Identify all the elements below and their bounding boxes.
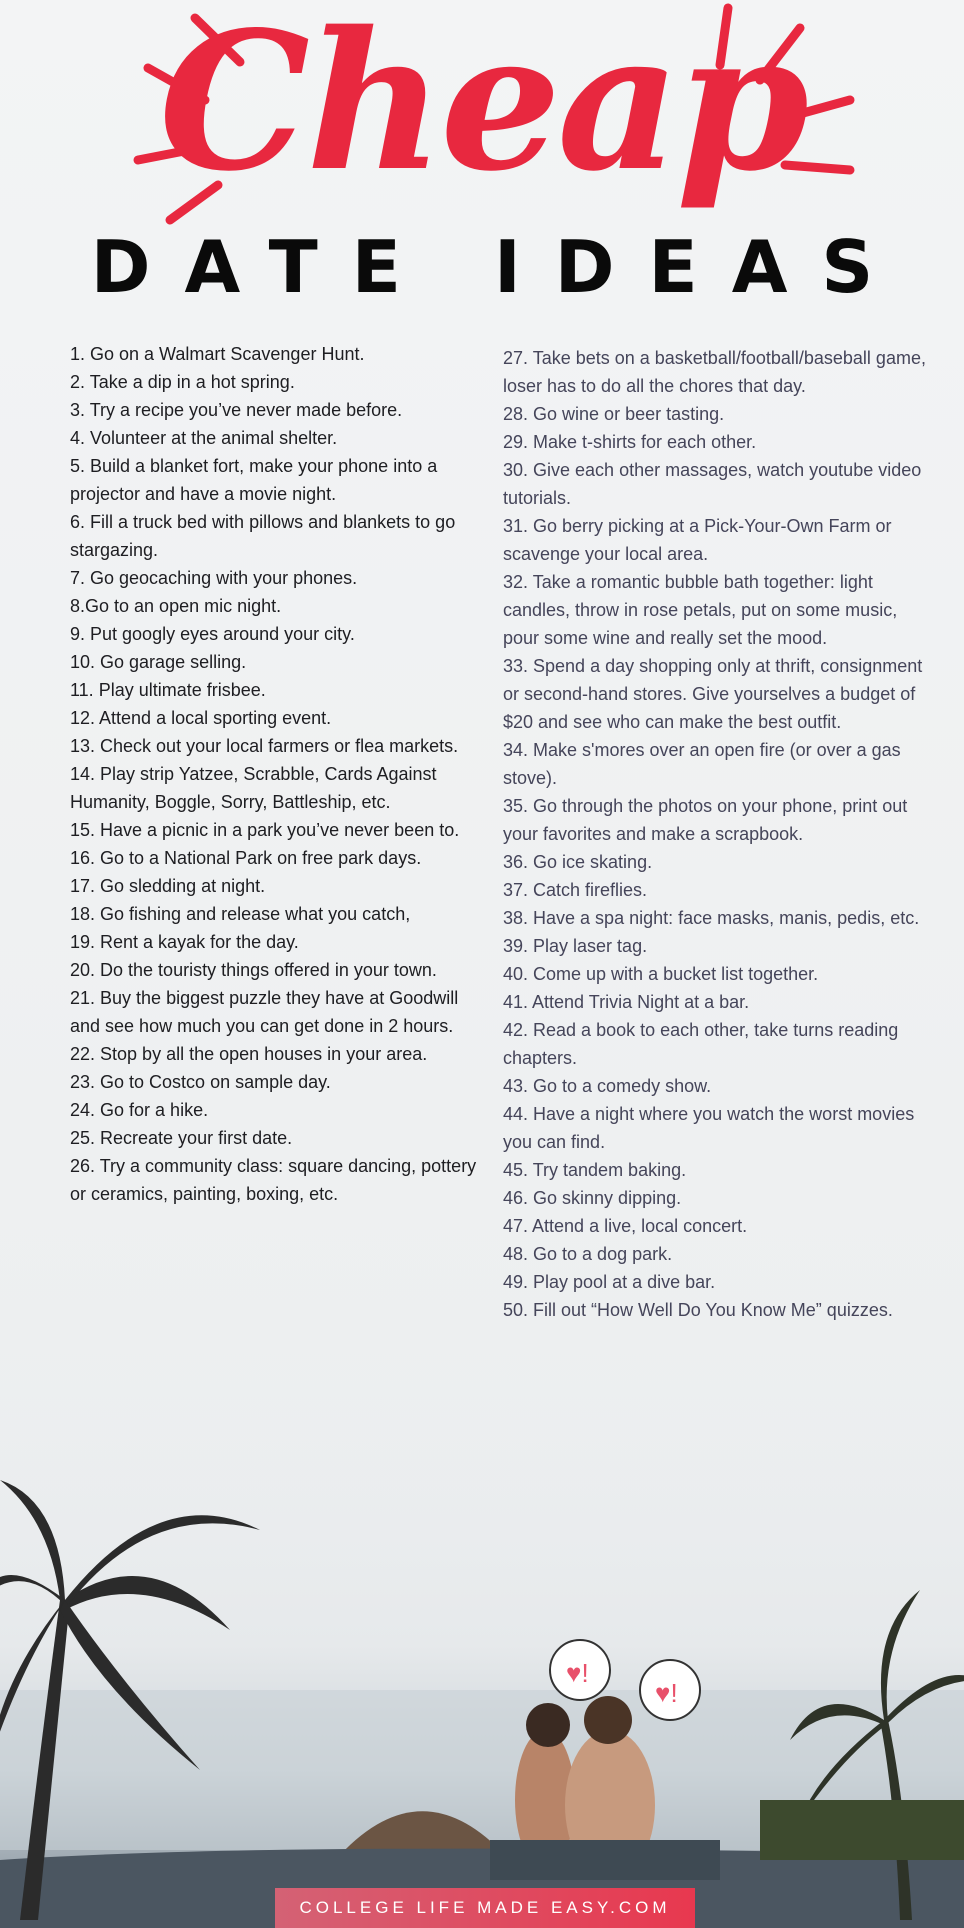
list-item: 32. Take a romantic bubble bath together: light candles, throw in rose petals, put on some music, pour some wine and really set the mood. — [503, 572, 898, 648]
list-item: 18. Go fishing and release what you catch, — [70, 904, 411, 924]
list-item: 27. Take bets on a basketball/football/baseball game, loser has to do all the chores that day. — [503, 348, 926, 396]
list-item: 45. Try tandem baking. — [503, 1160, 687, 1180]
list-item: 28. Go wine or beer tasting. — [503, 404, 725, 424]
beach-pool-photo — [0, 1300, 964, 1928]
list-item: 20. Do the touristy things offered in your town. — [70, 960, 437, 980]
list-item: 7. Go geocaching with your phones. — [70, 568, 358, 588]
title-cheap: Cheap — [158, 0, 806, 213]
list-item: 31. Go berry picking at a Pick-Your-Own Farm or scavenge your local area. — [503, 516, 892, 564]
list-item: 49. Play pool at a dive bar. — [503, 1272, 716, 1292]
list-item: 22. Stop by all the open houses in your area. — [70, 1044, 428, 1064]
list-item: 44. Have a night where you watch the worst movies you can find. — [503, 1104, 915, 1152]
list-item: 34. Make s'mores over an open fire (or over a gas stove). — [503, 740, 901, 788]
list-item: 50. Fill out “How Well Do You Know Me” quizzes. — [503, 1300, 893, 1320]
list-item: 47. Attend a live, local concert. — [503, 1216, 748, 1236]
list-item: 15. Have a picnic in a park you’ve never been to. — [70, 820, 460, 840]
list-item: 8.Go to an open mic night. — [70, 596, 282, 616]
list-item: 46. Go skinny dipping. — [503, 1188, 682, 1208]
list-item: 11. Play ultimate frisbee. — [70, 680, 266, 700]
list-item: 37. Catch fireflies. — [503, 880, 648, 900]
list-item: 12. Attend a local sporting event. — [70, 708, 332, 728]
list-item: 39. Play laser tag. — [503, 936, 648, 956]
list-item: 41. Attend Trivia Night at a bar. — [503, 992, 750, 1012]
list-item: 6. Fill a truck bed with pillows and blankets to go stargazing. — [70, 512, 456, 560]
list-item: 24. Go for a hike. — [70, 1100, 209, 1120]
list-item: 2. Take a dip in a hot spring. — [70, 372, 295, 392]
list-item: 38. Have a spa night: face masks, manis, pedis, etc. — [503, 908, 920, 928]
ideas-list-left — [70, 340, 485, 1208]
list-item: 14. Play strip Yatzee, Scrabble, Cards Against Humanity, Boggle, Sorry, Battleship, etc. — [70, 764, 437, 812]
ideas-list-right — [503, 344, 933, 1324]
list-item: 33. Spend a day shopping only at thrift, consignment or second-hand stores. Give yourselves a budget of $20 and see who can make the best outfit. — [503, 656, 923, 732]
list-item: 16. Go to a National Park on free park days. — [70, 848, 422, 868]
list-item: 30. Give each other massages, watch youtube video tutorials. — [503, 460, 922, 508]
list-item: 17. Go sledding at night. — [70, 876, 266, 896]
list-item: 36. Go ice skating. — [503, 852, 653, 872]
list-item: 1. Go on a Walmart Scavenger Hunt. — [70, 344, 365, 364]
list-item: 10. Go garage selling. — [70, 652, 247, 672]
list-item: 48. Go to a dog park. — [503, 1244, 673, 1264]
list-item: 35. Go through the photos on your phone, print out your favorites and make a scrapbook. — [503, 796, 908, 844]
title-date-ideas: DATE IDEAS — [90, 225, 908, 309]
list-item: 19. Rent a kayak for the day. — [70, 932, 299, 952]
list-item: 4. Volunteer at the animal shelter. — [70, 428, 338, 448]
list-item: 13. Check out your local farmers or flea markets. — [70, 736, 459, 756]
list-item: 42. Read a book to each other, take turns reading chapters. — [503, 1020, 899, 1068]
list-item: 9. Put googly eyes around your city. — [70, 624, 355, 644]
svg-text:♥!: ♥! — [655, 1678, 678, 1708]
list-item: 26. Try a community class: square dancing, pottery or ceramics, painting, boxing, etc. — [70, 1156, 477, 1204]
list-item: 21. Buy the biggest puzzle they have at Goodwill and see how much you can get done in 2 hours. — [70, 988, 459, 1036]
list-item: 5. Build a blanket fort, make your phone into a projector and have a movie night. — [70, 456, 438, 504]
list-item: 43. Go to a comedy show. — [503, 1076, 712, 1096]
list-item: 40. Come up with a bucket list together. — [503, 964, 819, 984]
list-item: 29. Make t-shirts for each other. — [503, 432, 757, 452]
list-item: 25. Recreate your first date. — [70, 1128, 293, 1148]
footer-site-link[interactable]: COLLEGE LIFE MADE EASY.COM — [275, 1888, 695, 1928]
list-item: 23. Go to Costco on sample day. — [70, 1072, 331, 1092]
list-item: 3. Try a recipe you’ve never made before. — [70, 400, 403, 420]
svg-text:♥!: ♥! — [566, 1658, 589, 1688]
